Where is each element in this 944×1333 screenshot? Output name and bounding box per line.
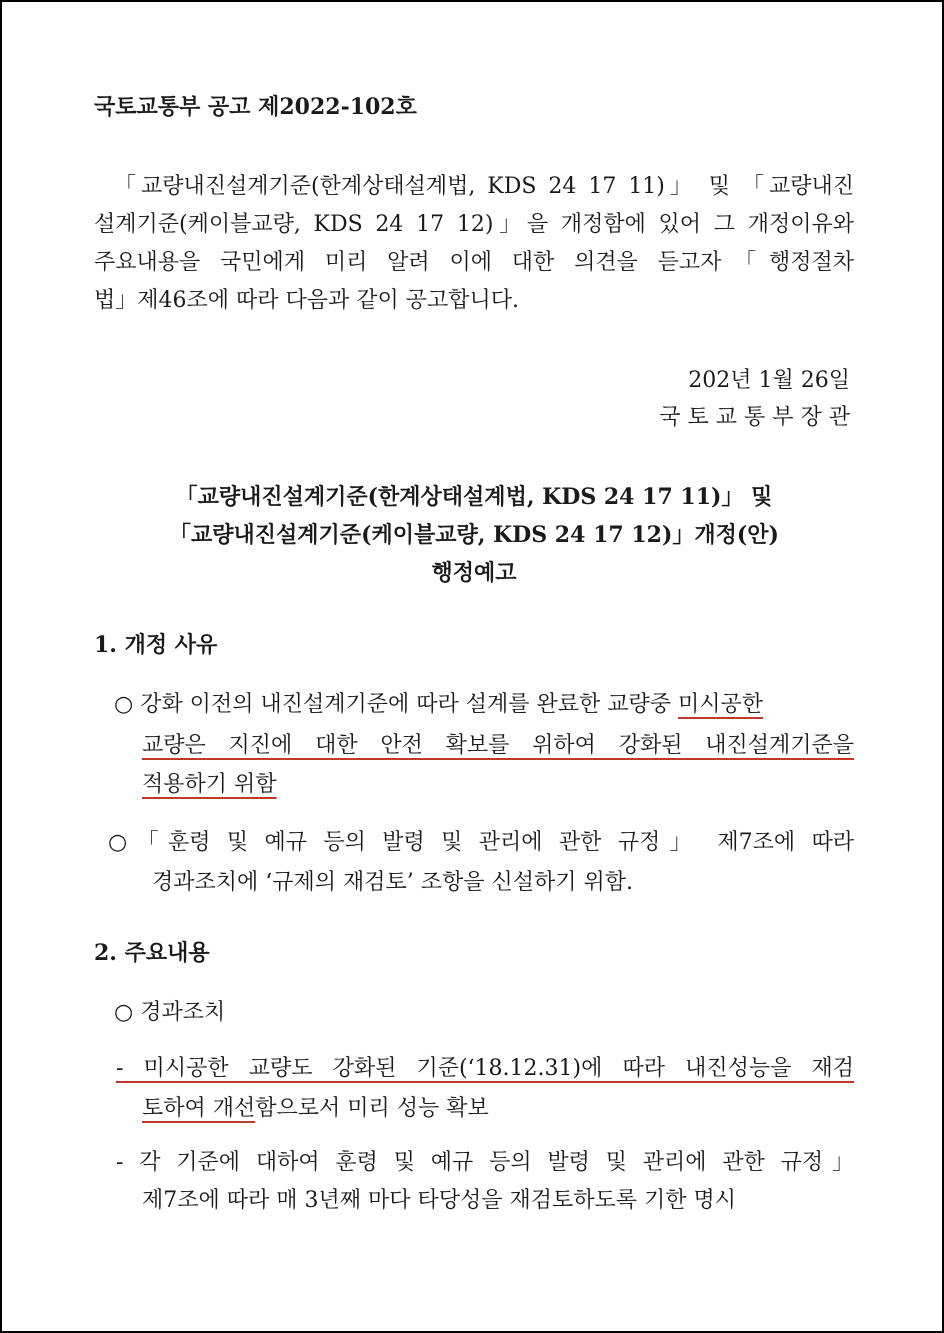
item-line: 교량은 지진에 대한 안전 확보를 위하여 강화된 내진설계기준을 — [142, 733, 854, 758]
item-line: 적용하기 위함 — [142, 772, 277, 797]
item-line: 경과조치에 ‘규제의 재검토’ 조항을 신설하기 위함. — [152, 870, 633, 895]
preamble-line: 설계기준(케이블교량, KDS 24 17 12)」을 개정함에 있어 그 개정이유와 — [94, 212, 854, 237]
item-line: - 미시공한 교량도 강화된 기준(‘18.12.31)에 따라 내진성능을 재검 — [116, 1056, 854, 1081]
notice-heading: 국토교통부 공고 제2022-102호 — [94, 94, 417, 120]
section-heading: 1. 개정 사유 — [94, 632, 218, 658]
bullet-item: ○ 경과조치 — [114, 1000, 226, 1025]
item-line: - 각 기준에 대하여 훈령 및 예규 등의 발령 및 관리에 관한 규정」 — [116, 1150, 854, 1175]
preamble-line: 주요내용을 국민에게 미리 알려 이에 대한 의견을 듣고자「행정절차 — [94, 250, 854, 275]
underlined-text: 토하여 개선 — [142, 1096, 256, 1121]
item-line: 제7조에 따라 매 3년째 마다 타당성을 재검토하도록 기한 명시 — [142, 1188, 736, 1213]
underlined-text: 미시공한 — [677, 692, 763, 717]
item-line — [114, 690, 763, 720]
item-text: ○ 강화 이전의 내진설계기준에 따라 설계를 완료한 교량중 — [114, 692, 678, 717]
item-line — [142, 1094, 489, 1124]
notice-date: 202년 1월 26일 — [688, 368, 850, 393]
title-line: 「교량내진설계기준(한계상태설계법, KDS 24 17 11)」 및 — [175, 484, 773, 510]
title-line: 행정예고 — [431, 560, 517, 586]
title-line: 「교량내진설계기준(케이블교량, KDS 24 17 12)」개정(안) — [169, 522, 779, 548]
preamble-line: 법」제46조에 따라 다음과 같이 공고합니다. — [94, 288, 519, 313]
issuer: 국 토 교 통 부 장 관 — [659, 405, 850, 430]
preamble-line: 「교량내진설계기준(한계상태설계법, KDS 24 17 11)」 및 「교량내진 — [114, 174, 854, 199]
item-line: ○「훈령 및 예규 등의 발령 및 관리에 관한 규정」 제7조에 따라 — [108, 830, 854, 855]
section-heading: 2. 주요내용 — [94, 940, 210, 966]
item-text: 함으로서 미리 성능 확보 — [255, 1096, 489, 1121]
